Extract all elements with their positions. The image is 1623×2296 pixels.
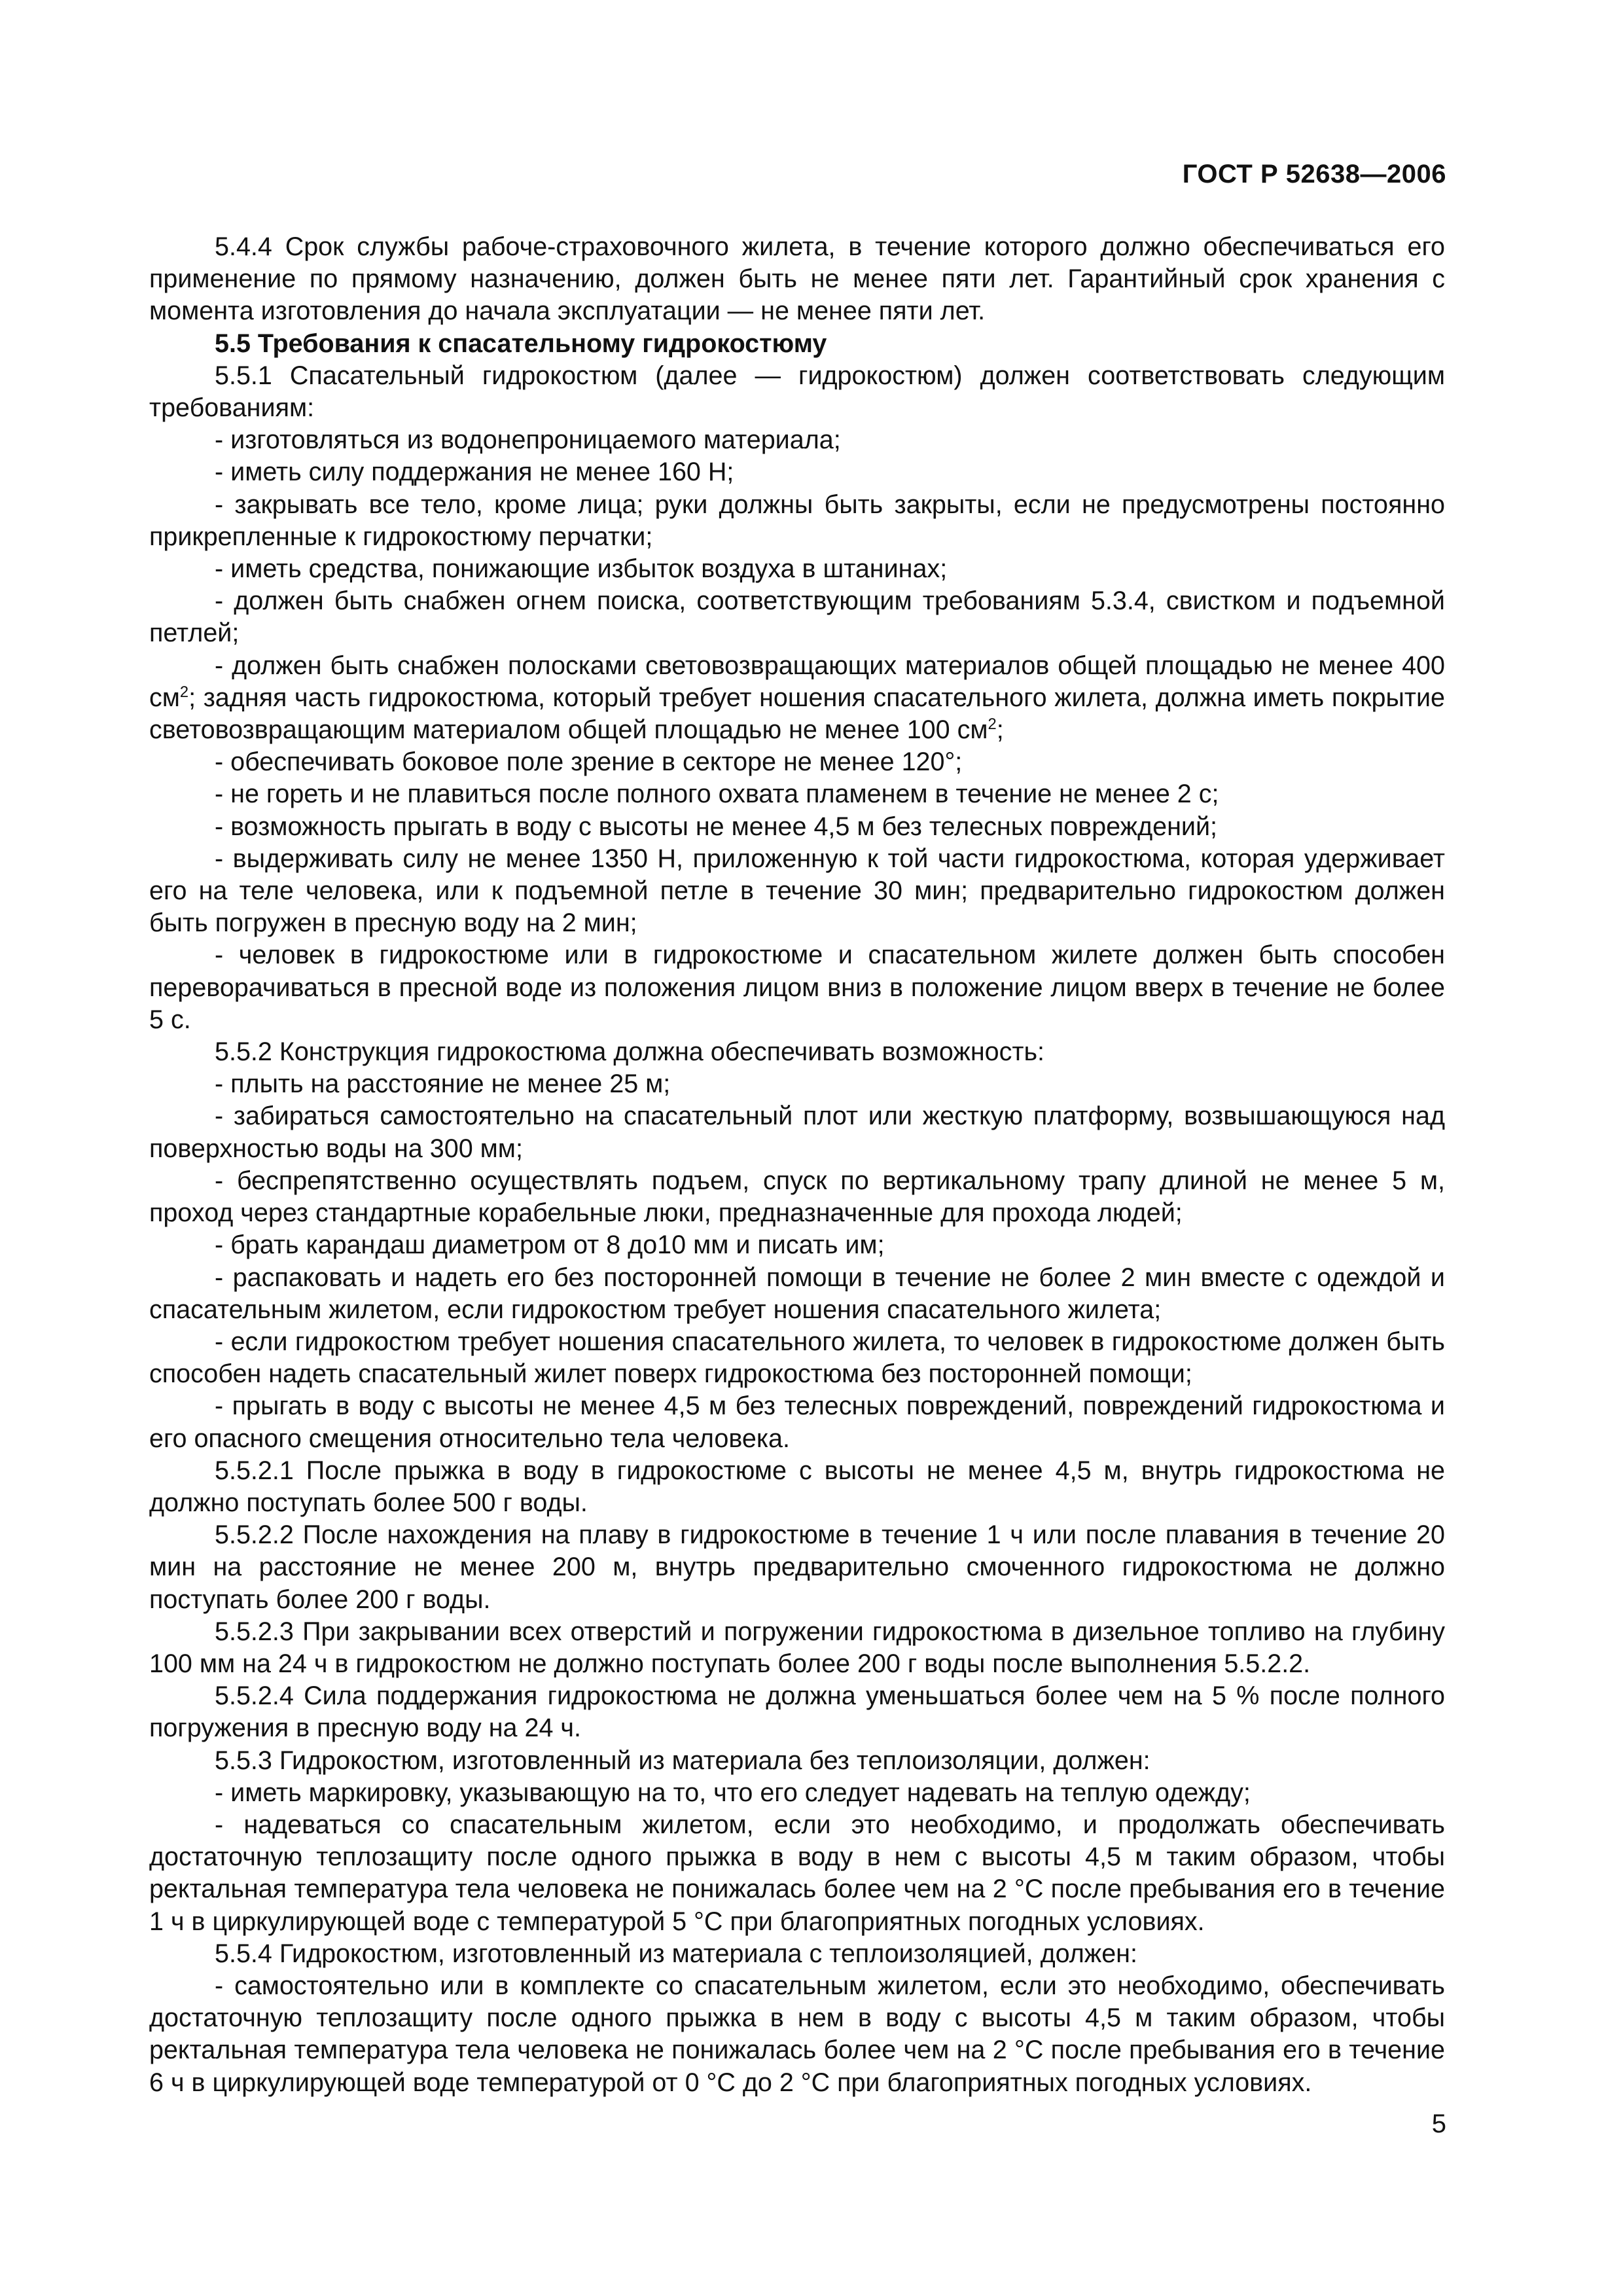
list-item-text: - должен быть снабжен полосками световозвращающих материалов общей площадью не менее 400 см (149, 651, 1445, 712)
list-item: - прыгать в воду с высоты не менее 4,5 м без телесных повреждений, повреждений гидрокостюма и его опасного смещения относительно тела человека. (149, 1391, 1445, 1453)
paragraph-5-5-2: 5.5.2 Конструкция гидрокостюма должна обеспечивать возможность: (215, 1037, 1045, 1067)
list-item-text: ; (996, 715, 1004, 745)
list-item: - брать карандаш диаметром от 8 до10 мм и писать им; (215, 1230, 885, 1260)
list-item: - человек в гидрокостюме или в гидрокостюме и спасательном жилете должен быть способен переворачиваться в пресной воде из положения лицом вниз в положение лицом вверх в течение не более 5 с. (149, 941, 1445, 1034)
list-item-reflective-area (149, 650, 1445, 747)
superscript: 2 (988, 715, 997, 733)
list-item: - иметь маркировку, указывающую на то, что его следует надевать на теплую одежду; (215, 1778, 1251, 1807)
paragraph-5-5-4: 5.5.4 Гидрокостюм, изготовленный из материала с теплоизоляцией, должен: (215, 1939, 1137, 1968)
list-item: - иметь силу поддержания не менее 160 Н; (215, 457, 734, 487)
list-item: - самостоятельно или в комплекте со спасательным жилетом, если это необходимо, обеспечивать достаточную теплозащиту после одного прыжка в нем в воду с высоты 4,5 м таким образом, чтобы ректальная температура тела человека не понижалась более чем на 2 °С после пребывания его в течение 6 ч в циркулирующей воде температурой от 0 °С до 2 °С при благоприятных погодных условиях. (149, 1971, 1445, 2097)
list-item: - изготовляться из водонепроницаемого материала; (215, 425, 841, 455)
superscript: 2 (179, 683, 189, 701)
document-body (149, 231, 1445, 2099)
section-heading-5-5: 5.5 Требования к спасательному гидрокостюму (215, 329, 827, 358)
list-item: - должен быть снабжен огнем поиска, соответствующим требованиям 5.3.4, свистком и подъемной петлей; (149, 586, 1445, 648)
list-item: - возможность прыгать в воду с высоты не менее 4,5 м без телесных повреждений; (215, 812, 1218, 841)
paragraph-5-5-2-3: 5.5.2.3 При закрывании всех отверстий и погружении гидрокостюма в дизельное топливо на глубину 100 мм на 24 ч в гидрокостюм не должно поступать более 200 г воды после выполнения 5.5.2.2. (149, 1617, 1445, 1678)
list-item: - плыть на расстояние не менее 25 м; (215, 1069, 671, 1099)
list-item: - надеваться со спасательным жилетом, если это необходимо, и продолжать обеспечивать достаточную теплозащиту после одного прыжка в воду в нем с высоты 4,5 м таким образом, чтобы ректальная температура тела человека не понижалась более чем на 2 °С после пребывания его в течение 1 ч в циркулирующей воде с температурой 5 °С при благоприятных погодных условиях. (149, 1810, 1445, 1936)
paragraph-5-5-2-2: 5.5.2.2 После нахождения на плаву в гидрокостюме в течение 1 ч или после плавания в течение 20 мин на расстояние не менее 200 м, внутрь предварительно смоченного гидрокостюма не должно поступать более 200 г воды. (149, 1520, 1445, 1614)
paragraph-5-5-1: 5.5.1 Спасательный гидрокостюм (далее — гидрокостюм) должен соответствовать следующим требованиям: (149, 361, 1445, 423)
document-header-code: ГОСТ Р 52638—2006 (1182, 160, 1446, 188)
paragraph-5-5-2-4: 5.5.2.4 Сила поддержания гидрокостюма не должна уменьшаться более чем на 5 % после полного погружения в пресную воду на 24 ч. (149, 1681, 1445, 1743)
list-item: - не гореть и не плавиться после полного охвата пламенем в течение не менее 2 с; (215, 780, 1219, 809)
list-item: - если гидрокостюм требует ношения спасательного жилета, то человек в гидрокостюме должен быть способен надеть спасательный жилет поверх гидрокостюма без посторонней помощи; (149, 1327, 1445, 1389)
list-item: - закрывать все тело, кроме лица; руки должны быть закрыты, если не предусмотрены постоянно прикрепленные к гидрокостюму перчатки; (149, 490, 1445, 551)
list-item: - иметь средства, понижающие избыток воздуха в штанинах; (215, 554, 948, 584)
list-item: - обеспечивать боковое поле зрение в секторе не менее 120°; (215, 747, 963, 777)
list-item: - распаковать и надеть его без посторонней помощи в течение не более 2 мин вместе с одеждой и спасательным жилетом, если гидрокостюм требует ношения спасательного жилета; (149, 1263, 1445, 1324)
paragraph-5-5-2-1: 5.5.2.1 После прыжка в воду в гидрокостюме с высоты не менее 4,5 м, внутрь гидрокостюма не должно поступать более 500 г воды. (149, 1456, 1445, 1517)
paragraph-5-4-4: 5.4.4 Срок службы рабоче-страховочного жилета, в течение которого должно обеспечиваться его применение по прямому назначению, должен быть не менее пяти лет. Гарантийный срок хранения с момента изготовления до начала эксплуатации — не менее пяти лет. (149, 232, 1445, 326)
page-number: 5 (1431, 2109, 1446, 2138)
list-item: - забираться самостоятельно на спасательный плот или жесткую платформу, возвышающуюся над поверхностью воды на 300 мм; (149, 1102, 1445, 1163)
list-item: - беспрепятственно осуществлять подъем, спуск по вертикальному трапу длиной не менее 5 м, проход через стандартные корабельные люки, предназначенные для прохода людей; (149, 1166, 1445, 1228)
paragraph-5-5-3: 5.5.3 Гидрокостюм, изготовленный из материала без теплоизоляции, должен: (215, 1746, 1150, 1775)
list-item: - выдерживать силу не менее 1350 Н, приложенную к той части гидрокостюма, которая удерживает его на теле человека, или к подъемной петле в течение 30 мин; предварительно гидрокостюм должен быть погружен в пресную воду на 2 мин; (149, 844, 1445, 938)
list-item-text: ; задняя часть гидрокостюма, который требует ношения спасательного жилета, должна иметь покрытие световозвращающим материалом общей площадью не менее 100 см (149, 683, 1445, 745)
